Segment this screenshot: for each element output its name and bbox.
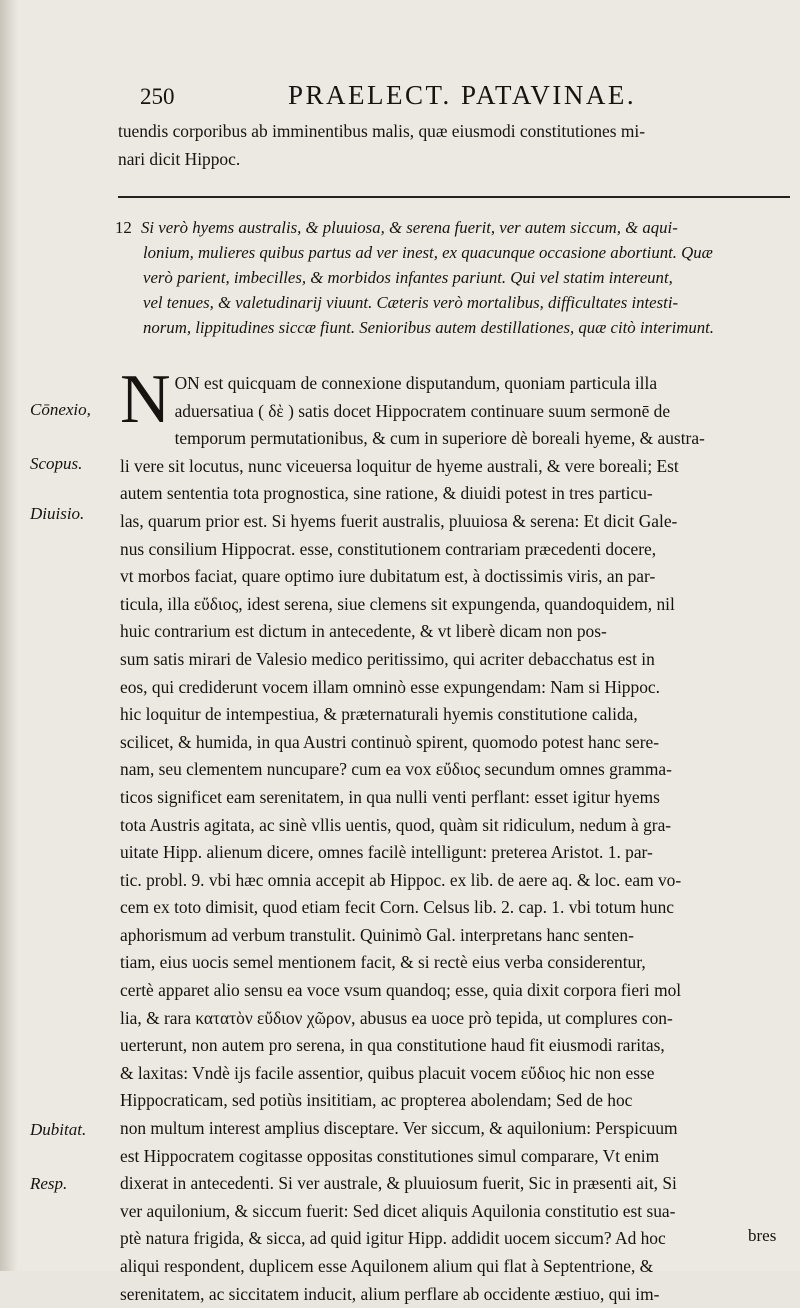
commentary-block bbox=[120, 361, 792, 1308]
text-line: est Hippocratem cogitasse oppositas constitutiones simul comparare, Vt enim bbox=[120, 1145, 660, 1166]
text-line: nus consilium Hippocrat. esse, constitutionem contrariam præcedenti docere, bbox=[120, 538, 657, 559]
text-line: aphorismum ad verbum transtulit. Quinimò Gal. interpretans hanc senten- bbox=[120, 924, 634, 945]
text-line: hic loquitur de intempestiua, & præternaturali hyemis constitutione calida, bbox=[120, 704, 638, 725]
text-line: tuendis corporibus ab imminentibus malis, quæ eiusmodi constitutiones mi- bbox=[118, 121, 645, 141]
text-line: ticula, illa εὔδιος, idest serena, siue clemens sit expungenda, quandoquidem, nil bbox=[120, 593, 675, 614]
text-line: uerterunt, non autem pro serena, in qua constitutione haud fit eiusmodi raritas, bbox=[120, 1035, 665, 1056]
text-line: non multum interest amplius disceptare. Ver siccum, & aquilonium: Perspicuum bbox=[120, 1118, 678, 1139]
margin-note-connexio: Cōnexio, bbox=[30, 400, 91, 419]
aphorism-line: norum, lippitudines siccæ fiunt. Senioribus autem destillationes, quæ citò interimunt. bbox=[143, 318, 715, 337]
text-line: ON est quicquam de connexione disputandum, quoniam particula illa bbox=[174, 373, 658, 393]
drop-capital: N bbox=[120, 361, 171, 438]
text-line: ptè natura frigida, & sicca, ad quid igitur Hipp. addidit uocem siccum? Ad hoc bbox=[120, 1228, 666, 1249]
text-line: ticos significet eam serenitatem, in qua nulli venti perflant: esset igitur hyems bbox=[120, 786, 660, 807]
text-line: nari dicit Hippoc. bbox=[118, 148, 241, 169]
text-line: aduersatiua ( δὲ ) satis docet Hippocratem continuare suum sermonē de bbox=[174, 400, 671, 421]
gutter-shadow bbox=[0, 0, 18, 1271]
aphorism-number: 12 bbox=[115, 218, 132, 237]
text-line: autem sententia tota prognostica, sine ratione, & diuidi potest in tres particu- bbox=[120, 483, 653, 504]
catchword: bres bbox=[748, 1226, 777, 1245]
margin-note-diuisio: Diuisio. bbox=[30, 504, 85, 523]
page-number: 250 bbox=[140, 84, 175, 109]
text-line: ver aquilonium, & siccum fuerit: Sed dicet aliquis Aquilonia constitutio est sua- bbox=[120, 1200, 676, 1221]
text-line: lia, & rara κατατὸν εὔδιον χῶρον, abusus ea uoce prò tepida, ut complures con- bbox=[120, 1007, 673, 1028]
text-line: dixerat in antecedenti. Si ver australe, & pluuiosum fuerit, Sic in præsenti ait, Si bbox=[120, 1173, 677, 1194]
text-line: temporum permutationibus, & cum in superiore dè boreali hyeme, & austra- bbox=[174, 428, 705, 449]
text-line: aliqui respondent, duplicem esse Aquilonem alium qui flat à Septentrione, & bbox=[120, 1256, 654, 1276]
text-line: eos, qui crediderunt vocem illam omninò esse expungendam: Nam si Hippoc. bbox=[120, 676, 660, 697]
text-line: las, quarum prior est. Si hyems fuerit australis, pluuiosa & serena: Et dicit Gale- bbox=[120, 510, 678, 531]
text-line: tiam, eius uocis semel mentionem facit, & si rectè eius verba considerentur, bbox=[120, 952, 646, 973]
text-line: tota Austris agitata, ac sinè vllis uentis, quod, quàm sit ridiculum, nedum à gra- bbox=[120, 814, 672, 835]
text-line: vt morbos faciat, quare optimo iure dubitatum est, à doctissimis viris, an par- bbox=[120, 566, 656, 587]
aphorism-line: lonium, mulieres quibus partus ad ver inest, ex quacunque occasione abortiunt. Quæ bbox=[143, 243, 713, 262]
text-line: serenitatem, ac siccitatem inducit, alium perflare ab occidente æstiuo, qui im- bbox=[120, 1283, 660, 1304]
text-line: cem ex toto dimisit, quod etiam fecit Corn. Celsus lib. 2. cap. 1. vbi totum hunc bbox=[120, 897, 675, 918]
text-line: & laxitas: Vndè ijs facile assentior, quibus placuit vocem εὔδιος hic non esse bbox=[120, 1062, 655, 1083]
text-line: huic contrarium est dictum in antecedente, & vt liberè dicam non pos- bbox=[120, 621, 607, 642]
margin-note-resp: Resp. bbox=[30, 1174, 68, 1193]
margin-note-scopus: Scopus. bbox=[30, 454, 83, 473]
aphorism-line: vel tenues, & valetudinarij viuunt. Cæteris verò mortalibus, difficultates intesti- bbox=[143, 293, 679, 312]
margin-note-dubitat: Dubitat. bbox=[30, 1120, 87, 1139]
aphorism-line: verò parient, imbecilles, & morbidos infantes pariunt. Qui vel statim intereunt, bbox=[143, 268, 673, 287]
text-line: Hippocraticam, sed potiùs insititiam, ac propterea abolendam; Sed de hoc bbox=[120, 1090, 633, 1111]
section-rule bbox=[118, 196, 790, 198]
text-line: certè apparet alio sensu ea voce vsum quandoq; esse, quia dixit corpora fieri mol bbox=[120, 980, 682, 1001]
text-line: tic. probl. 9. vbi hæc omnia accepit ab Hippoc. ex lib. de aere aq. & loc. eam vo- bbox=[120, 869, 682, 890]
aphorism-block bbox=[115, 215, 790, 340]
text-line: scilicet, & humida, in qua Austri continuò spirent, quomodo potest hanc sere- bbox=[120, 731, 660, 752]
page-header bbox=[140, 80, 760, 114]
text-line: uitate Hipp. alienum dicere, omnes facilè intelligunt: preterea Aristot. 1. par- bbox=[120, 842, 653, 863]
text-line: nam, seu clementem nuncupare? cum ea vox εὔδιος secundum omnes gramma- bbox=[120, 759, 672, 780]
top-paragraph bbox=[118, 118, 790, 173]
text-line: li vere sit locutus, nunc viceuersa loquitur de hyeme australi, & vere boreali; Est bbox=[120, 455, 679, 476]
running-title: PRAELECT. PATAVINAE. bbox=[288, 80, 637, 110]
aphorism-line: Si verò hyems australis, & pluuiosa, & serena fuerit, ver autem siccum, & aqui- bbox=[141, 218, 678, 237]
text-line: sum satis mirari de Valesio medico peritissimo, qui acriter debacchatus est in bbox=[120, 648, 655, 669]
